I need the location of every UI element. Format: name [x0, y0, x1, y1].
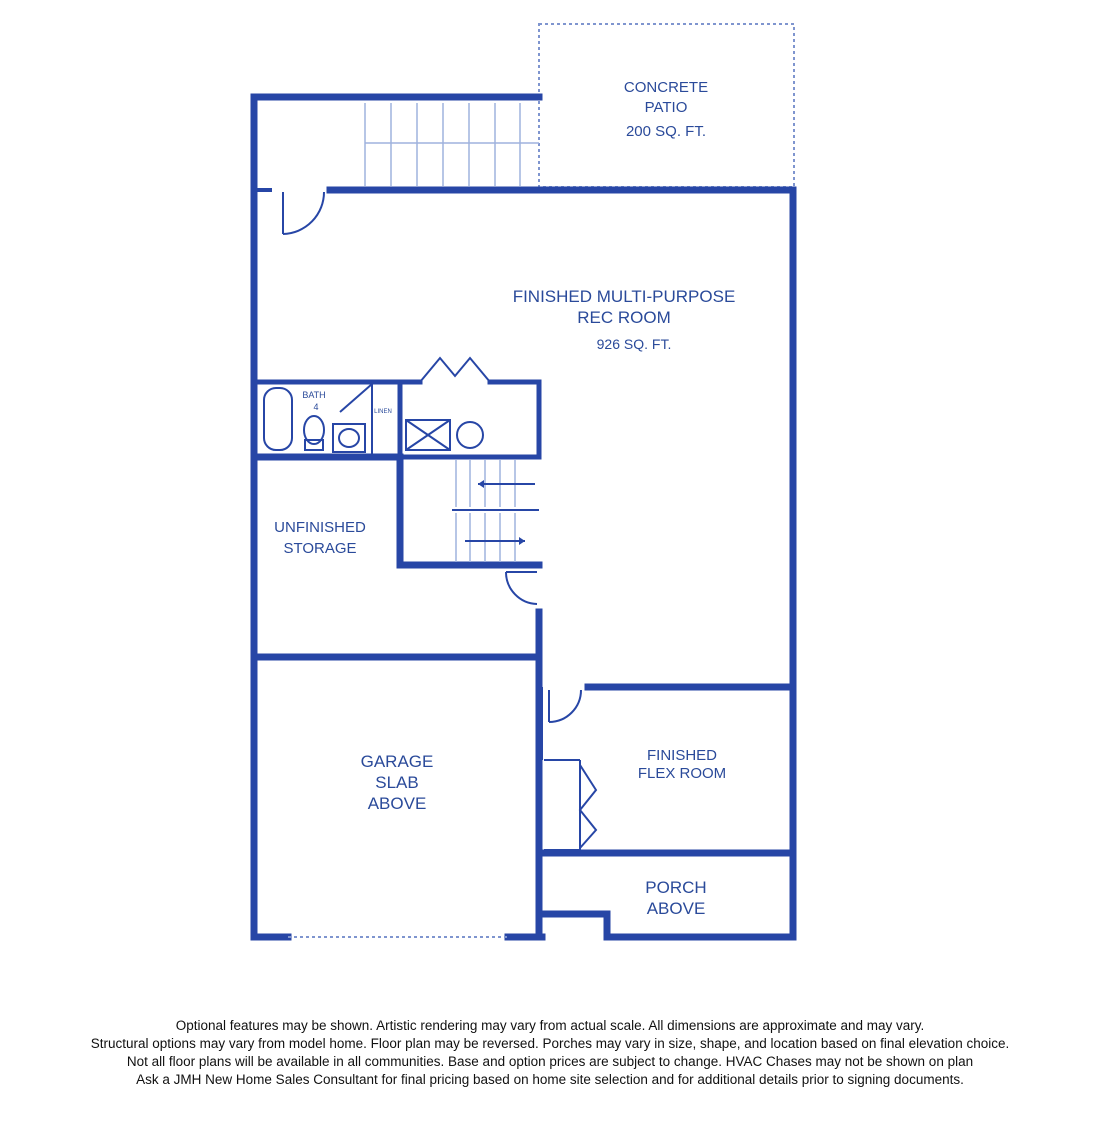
- disclaimer-line-3: Not all floor plans will be available in all communities. Base and option prices are subject to change. HVAC Chases may not be shown on plan: [126, 1054, 974, 1069]
- rec-room-area: 926 SQ. FT.: [596, 336, 672, 352]
- labels: [274, 79, 735, 918]
- garage-line2: SLAB: [375, 773, 419, 792]
- disclaimer-line-1: Optional features may be shown. Artistic rendering may vary from actual scale. All dimensions are approximate and may vary.: [175, 1018, 925, 1033]
- patio-line2: PATIO: [644, 99, 688, 116]
- garage-line1: GARAGE: [360, 752, 434, 771]
- flex-line1: FINISHED: [646, 747, 718, 764]
- storage-line1: UNFINISHED: [274, 519, 366, 536]
- patio-area: 200 SQ. FT.: [625, 123, 707, 140]
- garage-line3: ABOVE: [367, 794, 427, 813]
- linen-label: LINEN: [374, 409, 392, 415]
- upper-stairs: [365, 103, 539, 186]
- storage-line2: STORAGE: [283, 540, 357, 557]
- porch-line2: ABOVE: [646, 899, 706, 918]
- porch-line1: PORCH: [645, 878, 707, 897]
- rec-room-line2: REC ROOM: [577, 308, 671, 327]
- bath-fixtures: [264, 388, 483, 452]
- disclaimer-line-4: Ask a JMH New Home Sales Consultant for final pricing based on home site selection and for additional details prior to signing documents.: [136, 1072, 964, 1087]
- disclaimer-line-2: Structural options may vary from model home. Floor plan may be reversed. Porches may vary in size, shape, and location based on final elevation choice.: [90, 1036, 1010, 1051]
- lower-stairs: [452, 460, 539, 562]
- flex-line2: FLEX ROOM: [637, 765, 727, 782]
- bath-line1: BATH: [302, 390, 326, 400]
- bath-line2: 4: [313, 402, 319, 412]
- walls: [254, 97, 793, 937]
- rec-room-line1: FINISHED MULTI-PURPOSE: [512, 287, 736, 306]
- patio-line1: CONCRETE: [623, 79, 709, 96]
